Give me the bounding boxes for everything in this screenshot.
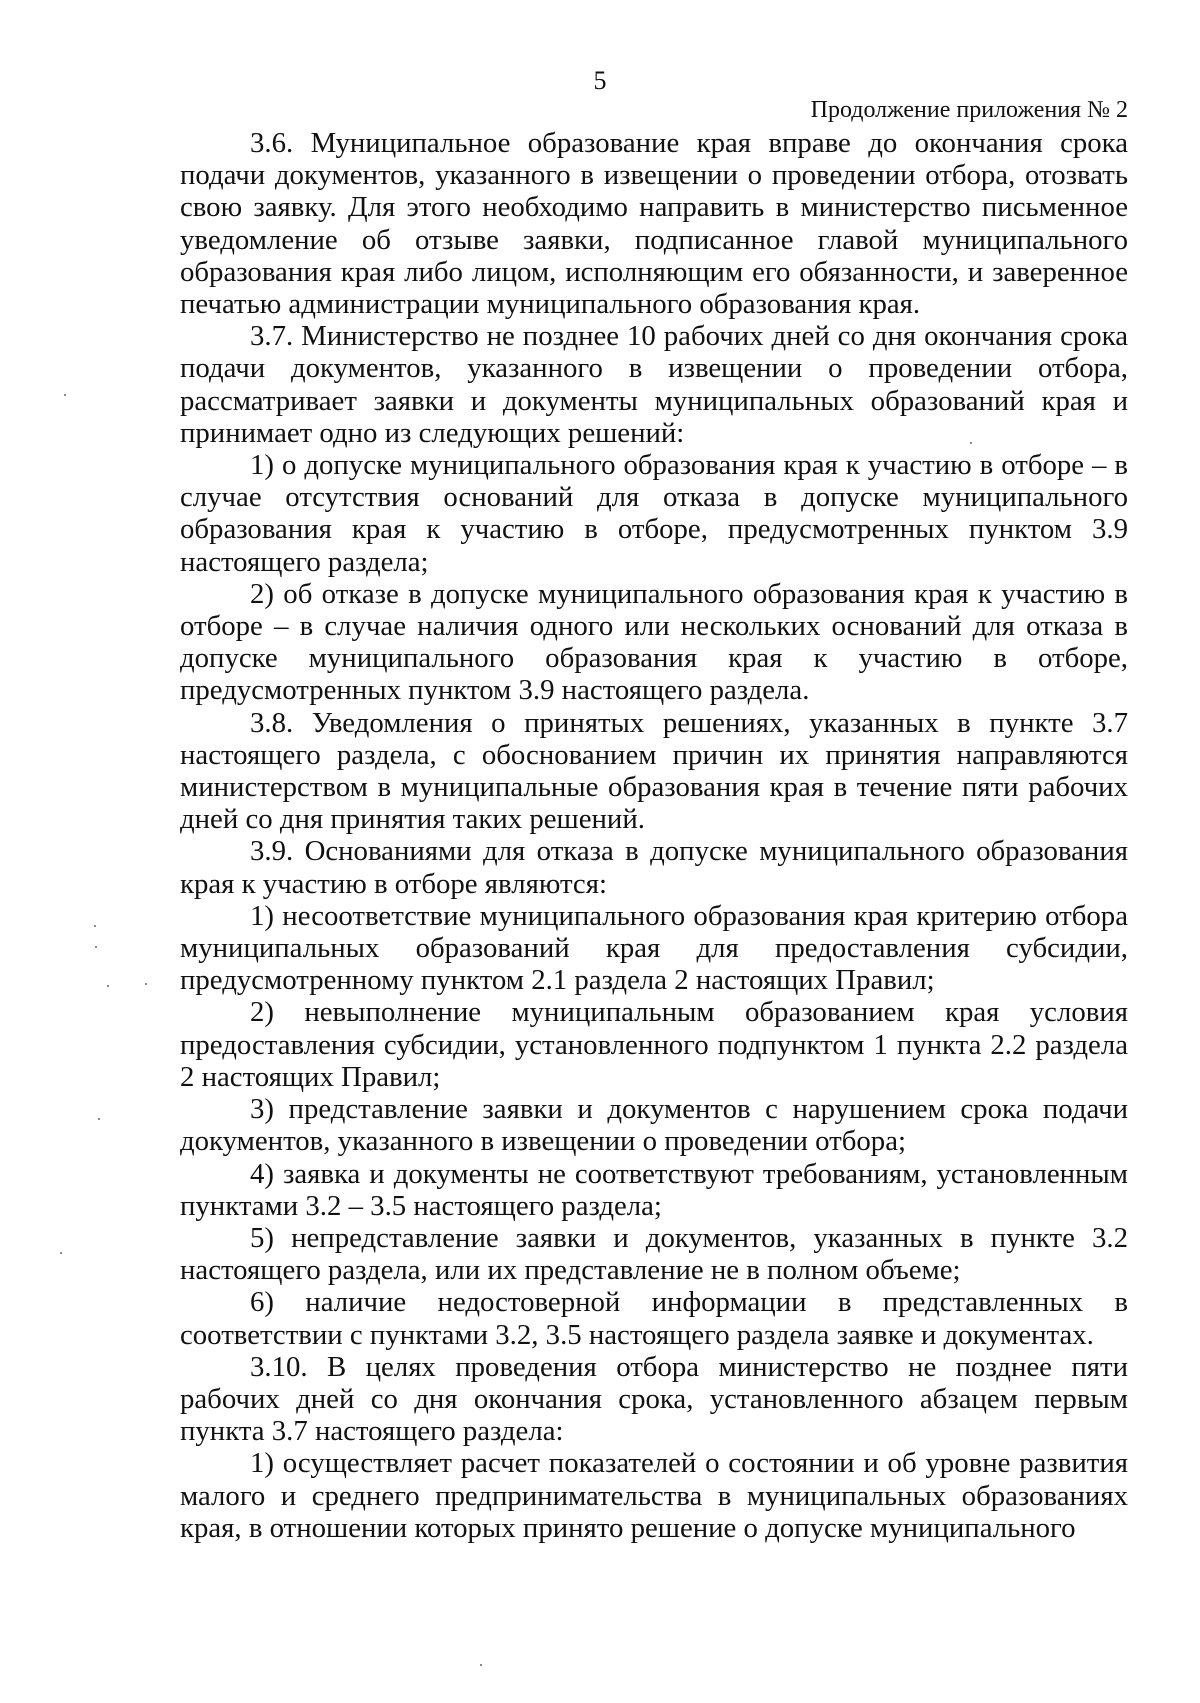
paragraph-3-7-item-1: 1) о допуске муниципального образования края к участию в отборе – в случае отсутствия оснований для отказа в допуске муниципального образования края к участию в отборе, предусмотренных пунктом 3.9 настоящего раздела;: [180, 449, 1128, 578]
paragraph-3-9: 3.9. Основаниями для отказа в допуске муниципального образования края к участию в отборе являются:: [180, 835, 1128, 900]
paragraph-3-7-item-2: 2) об отказе в допуске муниципального образования края к участию в отборе – в случае наличия одного или нескольких оснований для отказа в допуске муниципального образования края к участию в отборе, предусмотренных пунктом 3.9 настоящего раздела.: [180, 577, 1128, 707]
scan-speck: [60, 1252, 62, 1254]
page-number: 5: [593, 66, 607, 95]
paragraph-3-7: 3.7. Министерство не позднее 10 рабочих дней со дня окончания срока подачи документов, указанного в извещении о проведении отбора, рассматривает заявки и документы муниципальных образований края и принимает одно из следующих решений:: [180, 320, 1128, 449]
paragraph-3-9-item-5: 5) непредставление заявки и документов, указанных в пункте 3.2 настоящего раздела, или их представление не в полном объеме;: [180, 1221, 1128, 1287]
paragraph-3-9-item-6: 6) наличие недостоверной информации в представленных в соответствии с пунктами 3.2, 3.5 настоящего раздела заявке и документах.: [180, 1286, 1128, 1351]
scan-speck: [480, 1664, 482, 1666]
paragraph-3-6: 3.6. Муниципальное образование края вправе до окончания срока подачи документов, указанного в извещении о проведении отбора, отозвать свою заявку. Для этого необходимо направить в министерство письменное уведомление об отзыве заявки, подписанное главой муниципального образования края либо лицом, исполняющим его обязанности, и заверенное печатью администрации муниципального образования края.: [180, 127, 1128, 321]
scan-speck: [970, 442, 972, 444]
scan-speck: [145, 983, 147, 985]
paragraph-3-10-item-1: 1) осуществляет расчет показателей о состоянии и об уровне развития малого и среднего предпринимательства в муниципальных образованиях края, в отношении которых принято решение о допуске муниципального: [180, 1447, 1128, 1544]
paragraph-3-8: 3.8. Уведомления о принятых решениях, указанных в пункте 3.7 настоящего раздела, с обоснованием причин их принятия направляются министерством в муниципальные образования края в течение пяти рабочих дней со дня принятия таких решений.: [180, 706, 1128, 836]
appendix-continuation-note: Продолжение приложения № 2: [810, 97, 1128, 123]
paragraph-3-10: 3.10. В целях проведения отбора министерство не позднее пяти рабочих дней со дня окончания срока, установленного абзацем первым пункта 3.7 настоящего раздела:: [180, 1350, 1128, 1448]
paragraph-3-9-item-4: 4) заявка и документы не соответствуют требованиям, установленным пунктами 3.2 – 3.5 настоящего раздела;: [180, 1157, 1128, 1222]
scan-speck: [64, 394, 66, 396]
paragraph-3-9-item-2: 2) невыполнение муниципальным образованием края условия предоставления субсидии, установленного подпунктом 1 пункта 2.2 раздела 2 настоящих Правил;: [180, 996, 1128, 1093]
scan-speck: [98, 1118, 100, 1120]
paragraph-3-9-item-1: 1) несоответствие муниципального образования края критерию отбора муниципальных образований края для предоставления субсидии, предусмотренному пунктом 2.1 раздела 2 настоящих Правил;: [180, 899, 1128, 997]
paragraph-3-9-item-3: 3) представление заявки и документов с нарушением срока подачи документов, указанного в извещении о проведении отбора;: [180, 1093, 1128, 1158]
scan-speck: [95, 946, 97, 948]
scan-speck: [107, 985, 109, 987]
document-body: [180, 127, 1128, 1544]
scan-speck: [94, 925, 96, 927]
